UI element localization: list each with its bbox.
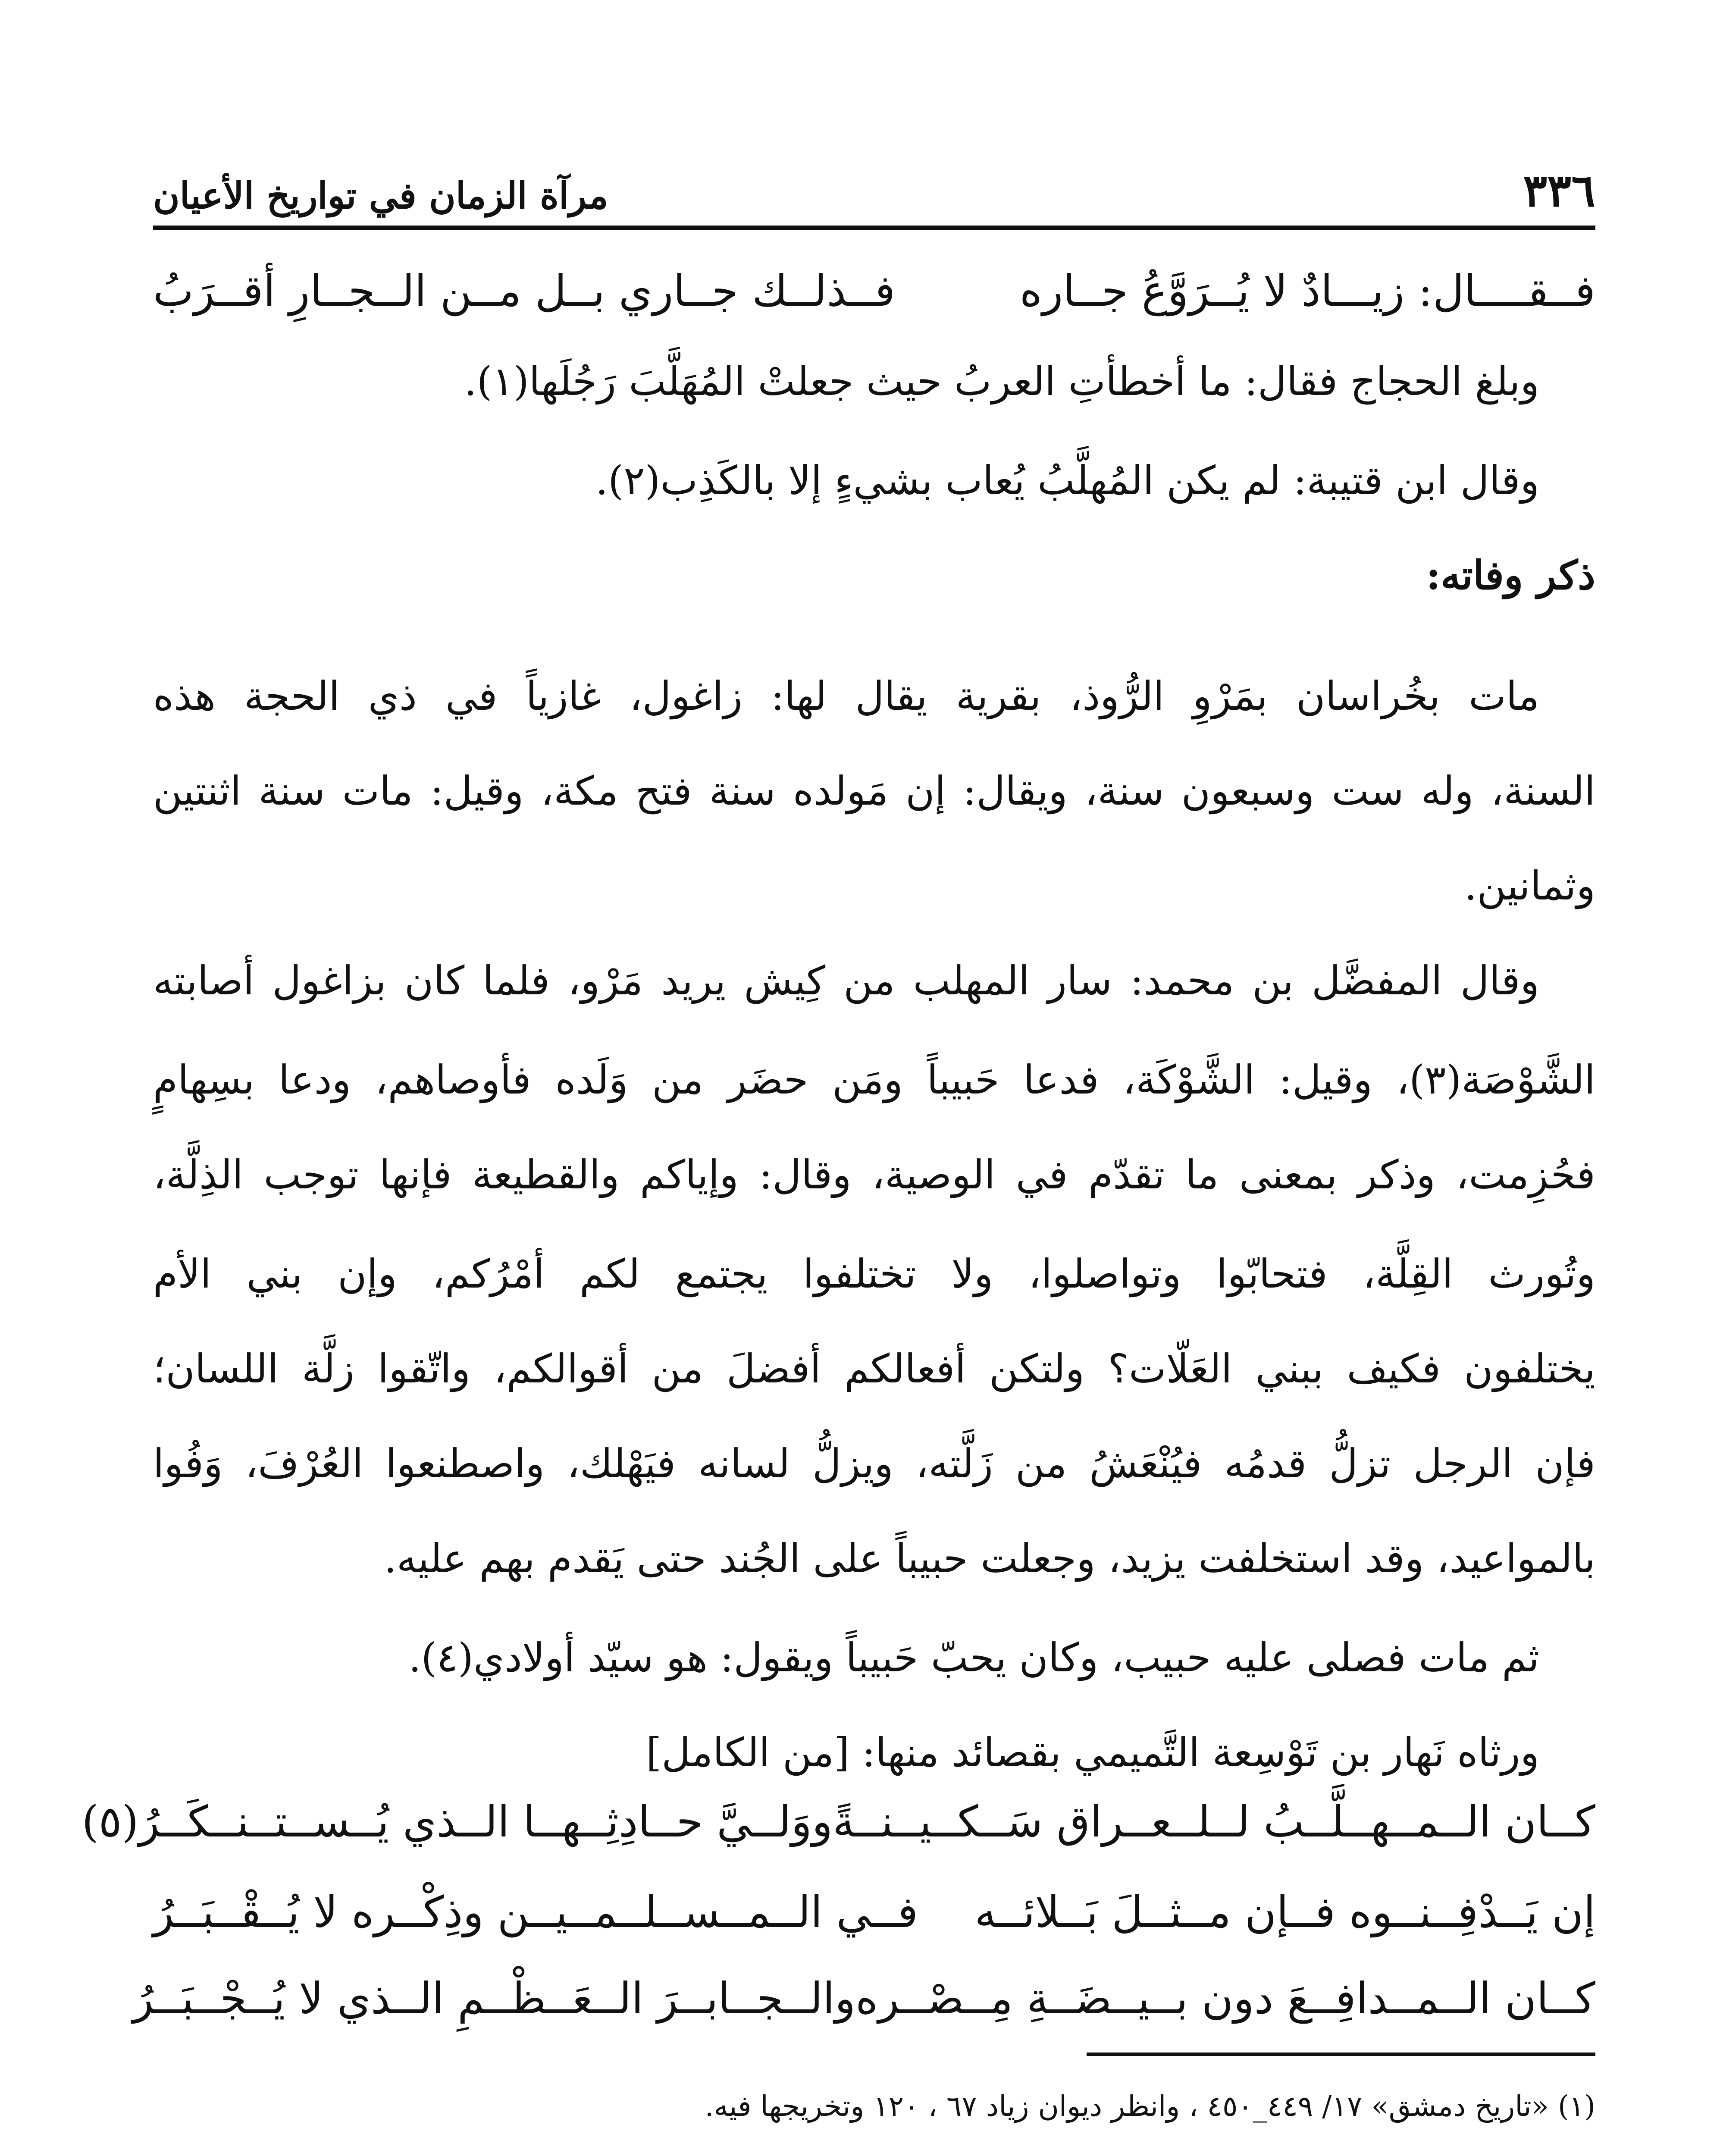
poem-verse: [81, 1789, 1595, 1854]
paragraph-line: وقال المفضَّل بن محمد: سار المهلب من كِيش يريد مَرْو، فلما كان بزاغول أصابته: [153, 958, 1539, 1004]
verse-hemistich-left: والــجــابــرَ الــعَــظْــمِ الــذي لا يُــجْــبَــرُ: [132, 1973, 856, 2024]
paragraph-line: السنة، وله ست وسبعون سنة، ويقال: إن مَولده سنة فتح مكة، وقيل: مات سنة اثنتين: [153, 768, 1595, 814]
paragraph-line: مات بخُراسان بمَرْوِ الرُّوذ، بقرية يقال لها: زاغول، غازياً في ذي الحجة هذه: [153, 673, 1539, 719]
footnote: (١) «تاريخ دمشق» ١٧/ ٤٤٩_٤٥٠ ، وانظر ديوان زياد ٦٧ ، ١٢٠ وتخريجها فيه.: [705, 2090, 1595, 2123]
paragraph-line: وبلغ الحجاج فقال: ما أخطأتِ العربُ حيث جعلتْ المُهَلَّبَ رَجُلَها(١).: [464, 358, 1539, 404]
poem-verse: [153, 1880, 1595, 1945]
paragraph-line: يختلفون فكيف ببني العَلّات؟ ولتكن أفعالكم أفضلَ من أقوالكم، واتّقوا زلَّة اللسان؛: [153, 1346, 1595, 1392]
paragraph-line: فإن الرجل تزلُّ قدمُه فيُنْعَشُ من زَلَّته، ويزلُّ لسانه فيَهْلك، واصطنعوا العُرْفَ، وَفُوا: [153, 1441, 1595, 1487]
paragraph-line: ثم مات فصلى عليه حبيب، وكان يحبّ حَبيباً ويقول: هو سيّد أولادي(٤).: [408, 1635, 1539, 1681]
poem-verse: [132, 1966, 1595, 2031]
paragraph-line: وتُورث القِلَّة، فتحابّوا وتواصلوا، ولا تختلفوا يجتمع لكم أمْرُكم، وإن بني الأم: [153, 1251, 1595, 1297]
paragraph-line: الشَّوْصَة(٣)، وقيل: الشَّوْكَة، فدعا حَبيباً ومَن حضَر من وَلَده فأوصاهم، ودعا بسِهامٍ: [153, 1057, 1595, 1103]
running-title: مرآة الزمان في تواريخ الأعيان: [153, 174, 608, 217]
paragraph-line: ورثاه نَهار بن تَوْسِعة التَّميمي بقصائد منها: [من الكامل]: [646, 1730, 1539, 1776]
opening-verse: [153, 259, 1595, 323]
verse-hemistich-right: فــقــــال: زيـــادٌ لا يُــرَوَّعُ جــاره: [1019, 266, 1595, 316]
verse-hemistich-right: كــان الــمــهــلَّــبُ لــلــعــراق سَــكــيــنــةً: [833, 1796, 1595, 1847]
footnote-divider: [1087, 2053, 1595, 2056]
verse-hemistich-left: فــذلــك جــاري بــل مــن الــجــارِ أقــرَبُ: [153, 266, 896, 316]
paragraph-line: وقال ابن قتيبة: لم يكن المُهلَّبُ يُعاب بشيءٍ إلا بالكَذِب(٢).: [595, 458, 1539, 504]
paragraph-line: بالمواعيد، وقد استخلفت يزيد، وجعلت حبيباً على الجُند حتى يَقدم بهم عليه.: [384, 1536, 1595, 1582]
paragraph-line: فحُزِمت، وذكر بمعنى ما تقدّم في الوصية، وقال: وإياكم والقطيعة فإنها توجب الذِلَّة،: [153, 1152, 1595, 1198]
verse-hemistich-left: فــي الــمــســلــمــيــن وذِكْــره لا يُــقْــبَــرُ: [153, 1887, 918, 1937]
page-header: [153, 164, 1595, 230]
verse-hemistich-right: كــان الــمــدافِــعَ دون بــيــضَــةِ مِــصْــره: [855, 1973, 1595, 2024]
verse-hemistich-left: ووَلــيَّ حــادِثِــهــا الــذي يُــســتــنــكَــرُ(٥): [81, 1796, 833, 1847]
section-heading: ذكر وفاته:: [1426, 552, 1595, 599]
paragraph-line: وثمانين.: [1464, 863, 1595, 909]
page-number: ٣٣٦: [1523, 164, 1595, 217]
verse-hemistich-right: إن يَــدْفِــنــوه فــإن مــثــلَ بَــلائــه: [974, 1887, 1595, 1937]
